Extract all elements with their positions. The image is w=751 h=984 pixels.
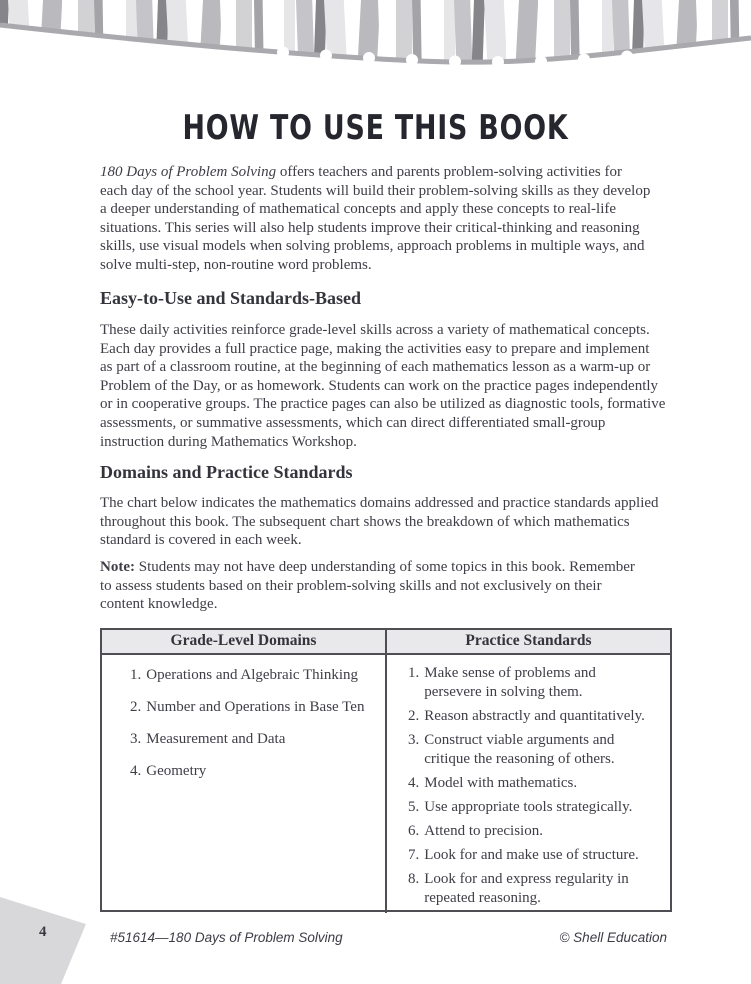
list-item-number: 3. [408,732,420,748]
list-item-number: 3. [130,731,142,747]
list-item [408,731,664,769]
list-item-number: 2. [130,699,142,715]
list-item-text: Construct viable arguments and critique the reasoning of others. [424,732,615,767]
list-item-text: Model with mathematics. [424,775,578,791]
list-item-number: 7. [408,847,420,863]
list-item-text: Use appropriate tools strategically. [424,799,633,815]
section-paragraph-easy-to-use: These daily activities reinforce grade-level skills across a variety of mathematical concepts. Each day provides a full practice page, making the activities easy to prepare and implement as part of a classroom routine, at the beginning of each mathematics lesson as a warm-up or Problem of the Day, or as homework. Students can work on the practice pages independently or in cooperative groups. The practice pages can also be utilized as diagnostic tools, formative assessments, or summative assessments, which can direct differentiated small-group instruction during Mathematics Workshop. [100,322,666,450]
list-item [130,666,377,685]
domains-list [102,655,387,913]
list-item [130,762,377,781]
footer-book-id: #51614—180 Days of Problem Solving [110,930,343,945]
list-item-text: Measurement and Data [146,731,286,747]
list-item-number: 8. [408,871,420,887]
list-item [130,730,377,749]
note-text: Students may not have deep understanding of some topics in this book. Remember to assess students based on their problem-solving skills and not exclusively on their content knowledge. [100,559,635,613]
list-item-number: 2. [408,708,420,724]
note-paragraph [100,558,678,614]
page-title: HOW TO USE THIS BOOK [182,108,569,148]
list-item-number: 5. [408,799,420,815]
list-item [408,870,664,908]
section-heading-easy-to-use: Easy-to-Use and Standards-Based [100,288,362,308]
list-item [130,698,377,717]
page-number: 4 [39,924,47,940]
list-item-text: Attend to precision. [424,823,543,839]
table-header-row [102,630,670,655]
list-item-text: Look for and express regularity in repeated reasoning. [424,871,629,906]
list-item-number: 6. [408,823,420,839]
list-item-text: Make sense of problems and persevere in solving them. [424,665,596,700]
list-item-text: Operations and Algebraic Thinking [146,667,359,683]
list-item-number: 4. [130,763,142,779]
list-item [408,707,664,726]
list-item-text: Number and Operations in Base Ten [146,699,365,715]
list-item [408,664,664,702]
intro-text: offers teachers and parents problem-solving activities for each day of the school year. Students will build their problem-solving skills as they develop a deeper understanding of mathematical concepts and apply these concepts to real-life situations. This series will also help students improve their critical-thinking and reasoning skills, use visual models when solving problems, approach problems in multiple ways, and solve multi-step, non-routine word problems. [100,164,651,273]
list-item-number: 1. [408,665,420,681]
section-paragraph-domains: The chart below indicates the mathematics domains addressed and practice standards applied throughout this book. The subsequent chart shows the breakdown of which mathematics standard is covered in each week. [100,495,659,549]
book-title-italic: 180 Days of Problem Solving [100,164,277,180]
list-item [408,798,664,817]
list-item-number: 4. [408,775,420,791]
table-header-domains: Grade-Level Domains [102,630,387,653]
list-item-text: Geometry [146,763,207,779]
standards-list [387,655,670,913]
table-header-standards: Practice Standards [465,632,592,649]
footer-publisher: © Shell Education [559,930,667,945]
domains-standards-table [100,628,672,912]
list-item-number: 1. [130,667,142,683]
intro-paragraph [100,163,678,275]
note-label: Note: [100,559,135,575]
list-item [408,774,664,793]
list-item-text: Reason abstractly and quantitatively. [424,708,645,724]
stripe-group [0,0,751,84]
list-item [408,822,664,841]
table-body-row [102,655,670,913]
list-item [408,846,664,865]
list-item-text: Look for and make use of structure. [424,847,639,863]
striped-curtain-decoration [0,0,751,86]
section-heading-domains: Domains and Practice Standards [100,462,353,482]
